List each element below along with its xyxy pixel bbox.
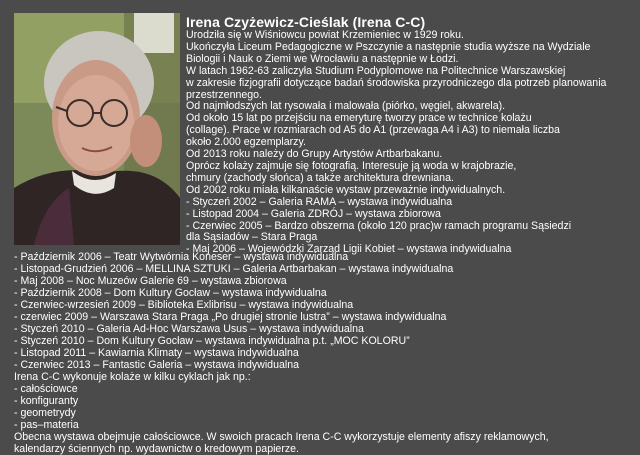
- text-line: - Listopad-Grudzień 2006 – MELLINA SZTUKI – Galeria Artbarbakan – wystawa indywidualna: [14, 263, 454, 275]
- text-line: - czerwiec 2009 – Warszawa Stara Praga „Po drugiej stronie lustra” – wystawa indywidualna: [14, 311, 447, 323]
- bio-line: Od 2002 roku miała kilkanaście wystaw przeważnie indywidualnych.: [186, 183, 506, 196]
- text-line: - geometrydy: [14, 407, 76, 419]
- exhibitions-list: [14, 251, 629, 455]
- text-line: - konfiguranty: [14, 395, 79, 407]
- text-line: - Październik 2008 – Dom Kultury Gocław – wystawa indywidualna: [14, 287, 327, 299]
- bio-line: - Czerwiec 2005 – Bardzo obszerna (około 120 prac)w ramach programu Sąsiedzi: [186, 219, 572, 232]
- bio-line: - Listopad 2004 – Galeria ZDRÓJ – wystawa zbiorowa: [186, 207, 441, 220]
- text-line: - całościowce: [14, 383, 78, 395]
- bio-line: około 2.000 egzemplarzy.: [186, 136, 306, 149]
- portrait-photo: [14, 13, 180, 245]
- text-line: kalendarzy ściennych np. wydawnictw o kredowym papierze.: [14, 443, 299, 455]
- bio-line: Oprócz kolaży zajmuje się fotografią. Interesuje ją woda w krajobrazie,: [186, 159, 517, 172]
- bio-line: Od 2013 roku należy do Grupy Artystów Artbarbakanu.: [186, 148, 443, 161]
- bio-line: Biologii i Nauk o Ziemi we Wrocławiu a następnie w Łodzi.: [186, 52, 459, 65]
- text-line: - pas–materia: [14, 419, 79, 431]
- bio-line: dla Sąsiadów – Stara Praga: [186, 231, 318, 244]
- text-line: - Październik 2006 – Teatr Wytwórnia Koneser – wystawa indywidualna: [14, 251, 349, 263]
- biography-block: [186, 14, 631, 256]
- bio-line: - Maj 2006 – Wojewódzki Zarząd Ligii Kobiet – wystawa indywidualna: [186, 243, 512, 256]
- text-line: Obecna wystawa obejmuje całościowce. W swoich pracach Irena C-C wykorzystuje elementy afiszy reklamowych,: [14, 431, 549, 443]
- text-line: - Styczeń 2010 – Dom Kultury Gocław – wystawa indywidualna p.t. „MOC KOLORU”: [14, 335, 410, 347]
- bio-line: Urodziła się w Wiśniowcu powiat Krzemieniec w 1929 roku.: [186, 29, 464, 41]
- artist-name-title: Irena Czyżewicz-Cieślak (Irena C-C): [186, 14, 426, 30]
- text-line: - Czerwiec-wrzesień 2009 – Biblioteka Exlibrisu – wystawa indywidualna: [14, 299, 354, 311]
- bio-line: Ukończyła Liceum Pedagogiczne w Pszczynie a następnie studia wyższe na Wydziale: [186, 40, 591, 53]
- bio-line: Od około 15 lat po przejściu na emeryturę tworzy prace w technice kolażu: [186, 112, 532, 125]
- biography-text: [186, 30, 631, 256]
- bio-line: chmury (zachody słońca) a także architektura drewniana.: [186, 171, 454, 184]
- bio-line: w zakresie fizjografii dotyczące badań środowiska przyrodniczego dla potrzeb planowania: [186, 76, 607, 89]
- text-line: - Czerwiec 2013 – Fantastic Galeria – wystawa indywidualna: [14, 359, 299, 371]
- bio-line: Od najmłodszych lat rysowała i malowała (piórko, węgiel, akwarela).: [186, 100, 506, 113]
- bio-line: (collage). Prace w rozmiarach od A5 do A1 (przewaga A4 i A3) to niemała liczba: [186, 124, 560, 137]
- text-line: - Maj 2008 – Noc Muzeów Galerie 69 – wystawa zbiorowa: [14, 275, 287, 287]
- bio-line: przestrzennego.: [186, 88, 262, 101]
- bio-line: W latach 1962-63 zaliczyła Studium Podyplomowe na Politechnice Warszawskiej: [186, 64, 566, 77]
- text-line: - Listopad 2011 – Kawiarnia Klimaty – wystawa indywidualna: [14, 347, 299, 359]
- text-line: - Styczeń 2010 – Galeria Ad-Hoc Warszawa Usus – wystawa indywidualna: [14, 323, 364, 335]
- text-line: Irena C-C wykonuje kolaże w kilku cyklach jak np.:: [14, 371, 251, 383]
- bio-line: - Styczeń 2002 – Galeria RAMA – wystawa indywidualna: [186, 195, 453, 208]
